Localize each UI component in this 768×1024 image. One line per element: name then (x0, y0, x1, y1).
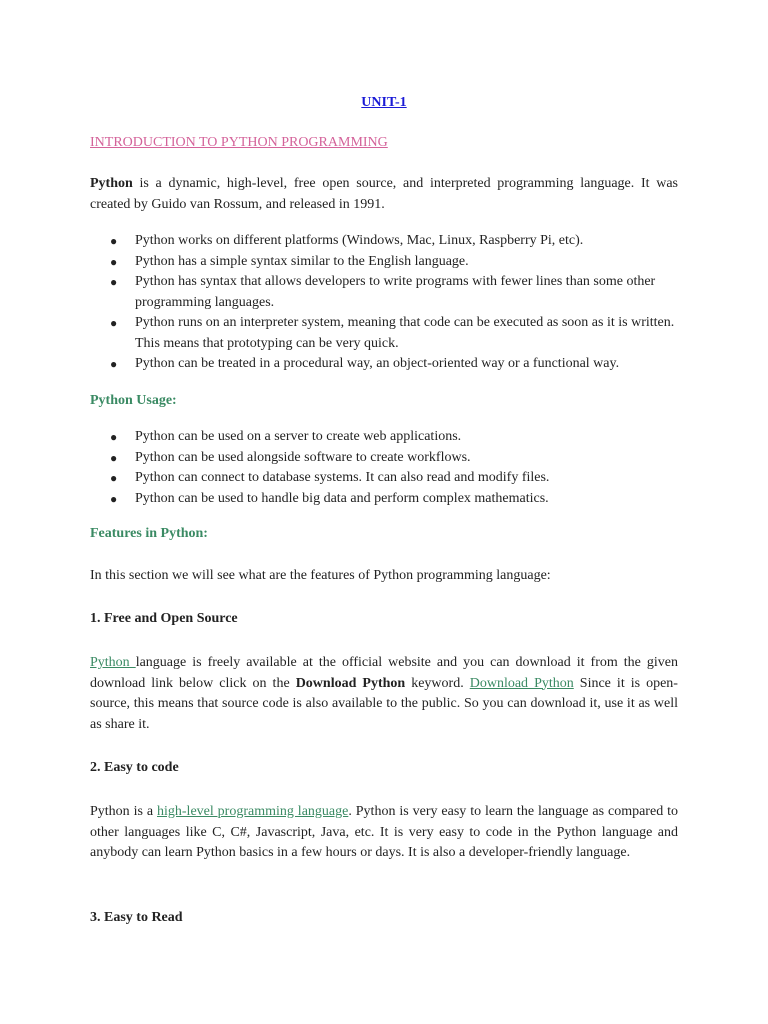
bullet-text: Python has syntax that allows developers to write programs with fewer lines than some other programming languages. (135, 274, 656, 310)
intro-bullet-list (90, 231, 678, 375)
feature2-paragraph (90, 802, 678, 864)
usage-heading: Python Usage: (90, 393, 177, 408)
feature1-text-c: Since it is open-source, this means that source code is also available to the public. So you can download it, use it as well as share it. (90, 675, 678, 732)
bullet-dot-icon: ● (110, 430, 118, 444)
download-python-link[interactable]: Download Python (469, 675, 574, 691)
feature2-text-b: . Python is very easy to learn the language as compared to other languages like C, C#, Javascript, Java, etc. It is very easy to code in the Python language and anybody can learn Python basics in a few hours or days. It is also a developer-friendly language. (90, 804, 678, 860)
intro-bold-python: Python (90, 176, 133, 191)
feature1-text-b: keyword. (405, 675, 470, 691)
bullet-dot-icon: ● (110, 254, 118, 269)
bullet-text: Python runs on an interpreter system, meaning that code can be executed as soon as it is written. This means that prototyping can be very quick. (135, 315, 675, 351)
bullet-text: Python can be used to handle big data and perform complex mathematics. (135, 490, 549, 506)
feature2-text-a: Python is a (90, 804, 157, 819)
bullet-text: Python has a simple syntax similar to the English language. (135, 253, 469, 269)
bullet-text: Python can be treated in a procedural way, an object-oriented way or a functional way. (135, 356, 620, 371)
bullet-dot-icon: ● (110, 316, 118, 330)
intro-bullet-item (90, 252, 678, 273)
bullet-text: Python can be used on a server to create web applications. (135, 429, 462, 444)
features-intro-block (90, 566, 678, 587)
intro-bullet-item (90, 272, 678, 313)
bullet-text: Python can be used alongside software to create workflows. (135, 449, 471, 465)
bullet-dot-icon: ● (110, 471, 118, 485)
usage-bullet-list-block (90, 427, 678, 509)
bullet-text: Python can connect to database systems. It can also read and modify files. (135, 470, 550, 485)
feature1-heading: 1. Free and Open Source (90, 611, 238, 626)
feature1-paragraph (90, 653, 678, 735)
feature1-bold-download: Download Python (295, 675, 406, 691)
feature2-paragraph-block (90, 802, 678, 864)
bullet-dot-icon: ● (110, 450, 118, 465)
high-level-language-link[interactable]: high-level programming language (157, 804, 349, 819)
bullet-text: Python works on different platforms (Windows, Mac, Linux, Raspberry Pi, etc). (135, 233, 584, 248)
bullet-dot-icon: ● (110, 234, 118, 248)
python-link[interactable]: Python (90, 655, 136, 670)
bullet-dot-icon: ● (110, 357, 118, 371)
bullet-dot-icon: ● (110, 491, 118, 506)
usage-bullet-list (90, 427, 678, 509)
intro-heading: INTRODUCTION TO PYTHON PROGRAMMING (90, 135, 388, 150)
feature1-text-a: language is freely available at the official website and you can download it from the given download link below click on the (90, 655, 678, 691)
intro-bullet-item (90, 231, 678, 252)
feature1-paragraph-block (90, 653, 678, 735)
usage-bullet-item (90, 427, 678, 448)
unit-title (90, 93, 678, 113)
intro-bullet-item (90, 313, 678, 354)
bullet-dot-icon: ● (110, 275, 118, 289)
features-heading: Features in Python: (90, 526, 208, 541)
usage-bullet-item (90, 489, 678, 510)
intro-text: is a dynamic, high-level, free open source, and interpreted programming language. It was created by Guido van Rossum, and released in 1991. (90, 176, 678, 212)
features-intro: In this section we will see what are the features of Python programming language: (90, 568, 551, 583)
feature3-heading: 3. Easy to Read (90, 910, 183, 925)
intro-paragraph (90, 174, 678, 215)
usage-bullet-item (90, 448, 678, 469)
feature2-heading: 2. Easy to code (90, 760, 179, 775)
intro-bullet-list-block (90, 231, 678, 375)
intro-paragraph-block (90, 174, 678, 215)
unit-title-link[interactable]: UNIT-1 (361, 95, 407, 110)
intro-bullet-item (90, 354, 678, 375)
usage-bullet-item (90, 468, 678, 489)
